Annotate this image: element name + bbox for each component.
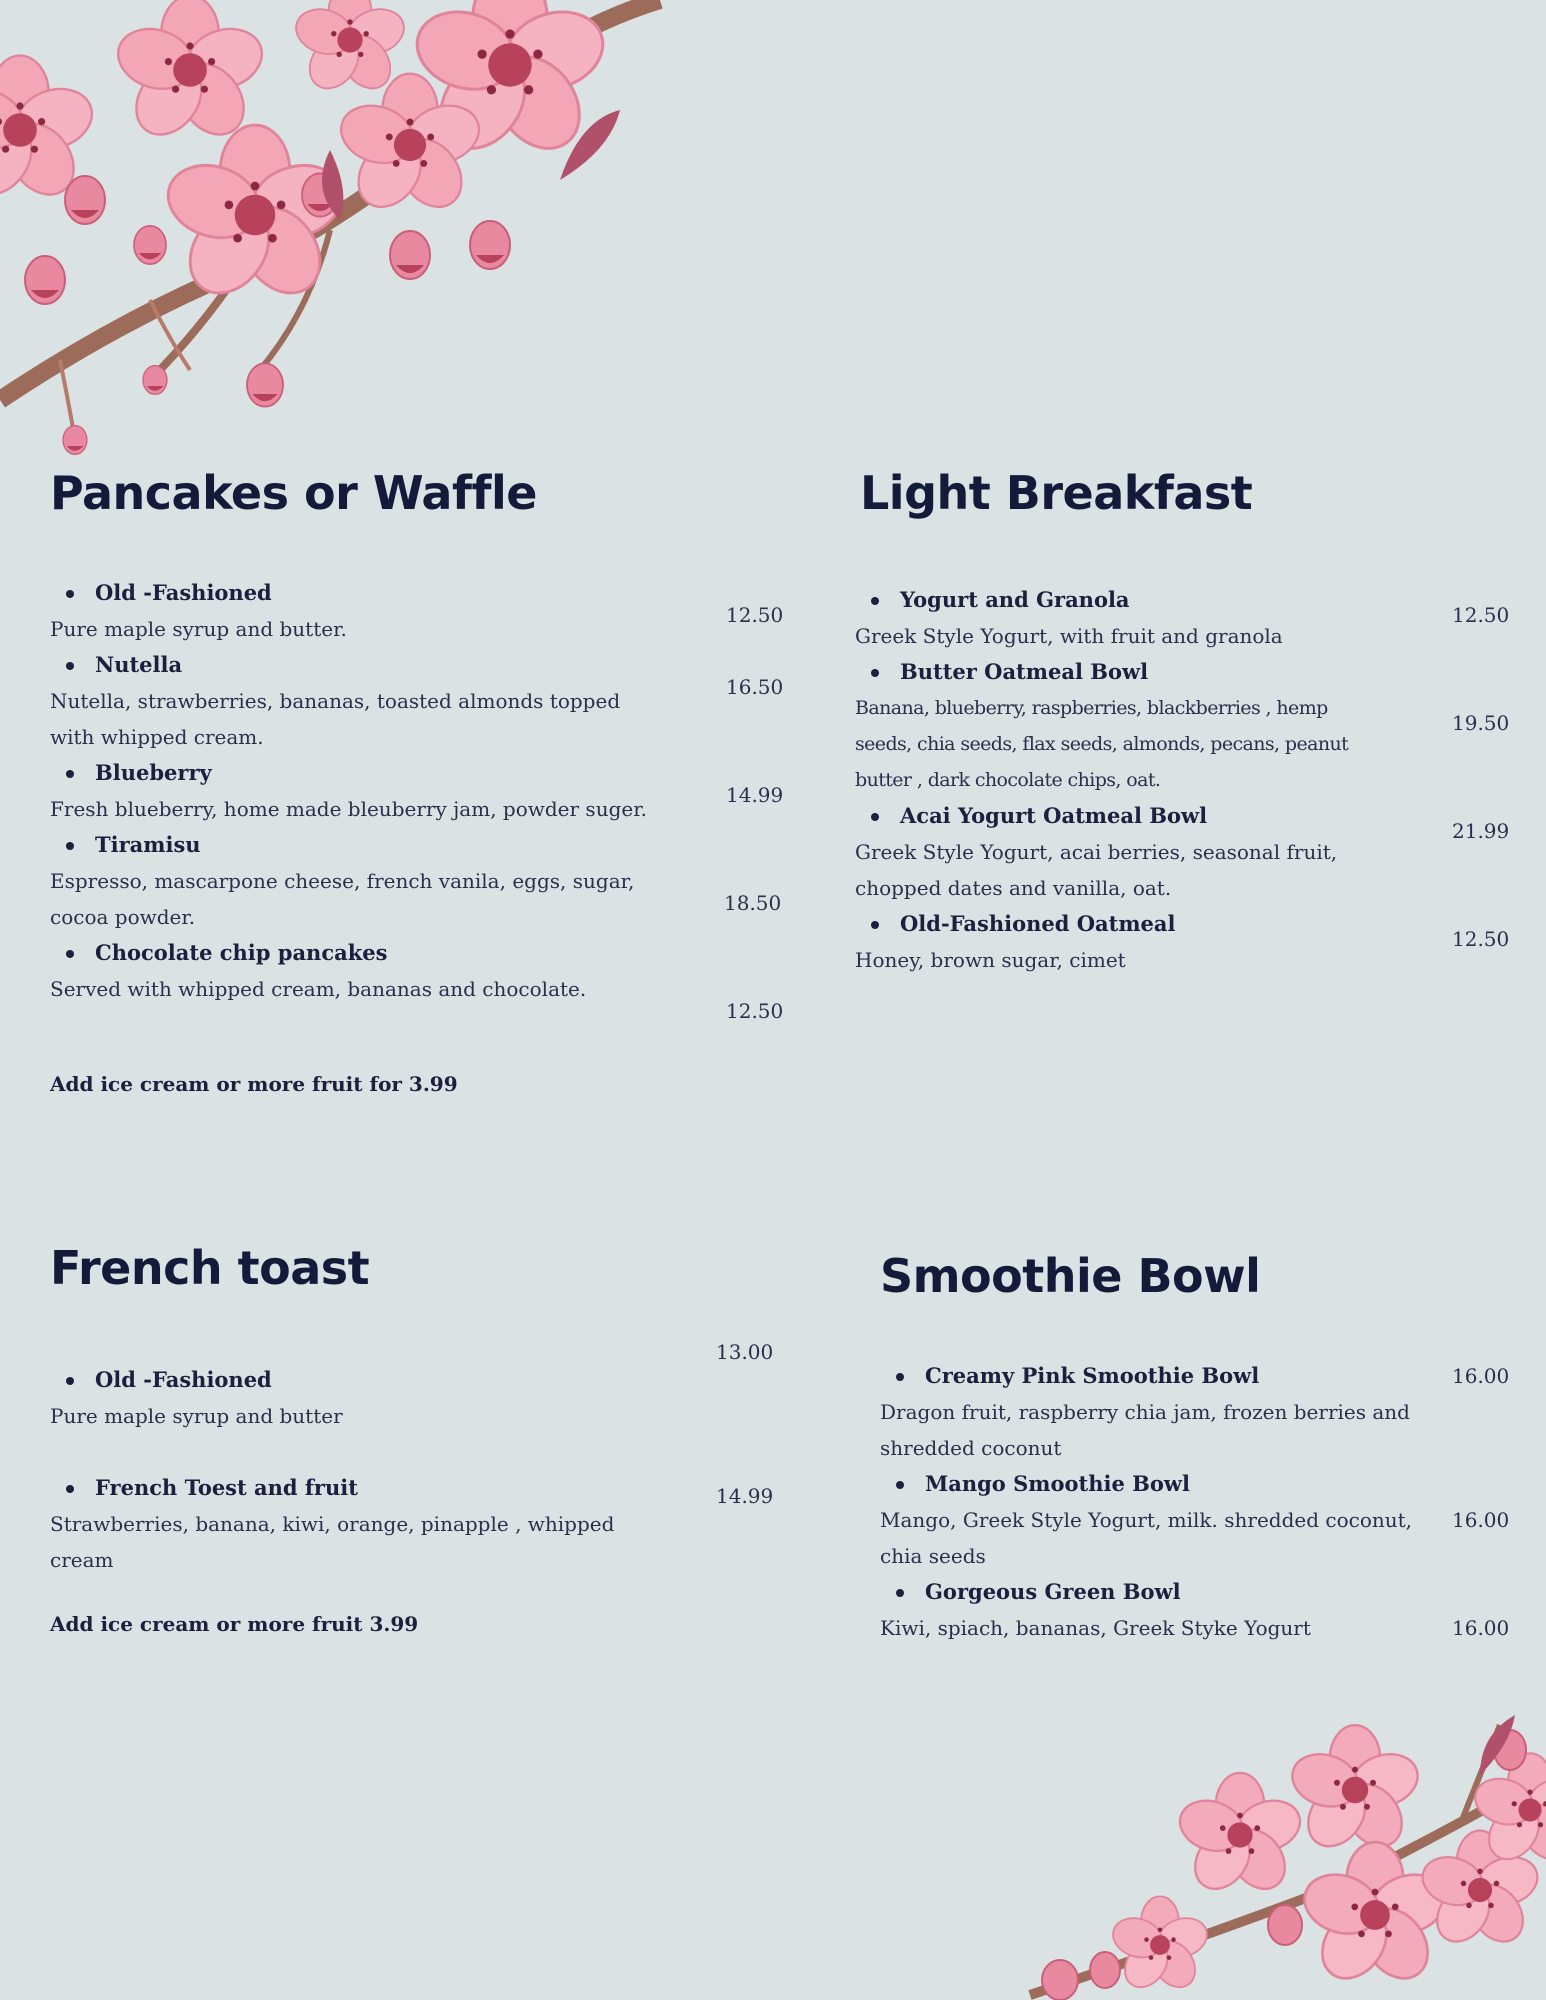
menu-item-name: Mango Smoothie Bowl	[880, 1466, 1420, 1502]
menu-item-name: Creamy Pink Smoothie Bowl	[880, 1358, 1420, 1394]
section-title: Smoothie Bowl	[880, 1249, 1261, 1303]
menu-item-description: Greek Style Yogurt, with fruit and granola	[855, 624, 1283, 648]
menu-item-name: Old -Fashioned	[50, 575, 650, 611]
add-on-note: Add ice cream or more fruit for 3.99	[50, 1072, 458, 1096]
menu-item-price: 12.50	[726, 603, 784, 627]
section-french-toast	[50, 1241, 795, 1665]
menu-item-description: Greek Style Yogurt, acai berries, seasonal fruit, chopped dates and vanilla, oat.	[855, 840, 1338, 900]
menu-item-description: Fresh blueberry, home made bleuberry jam, powder suger.	[50, 797, 647, 821]
add-on-note: Add ice cream or more fruit 3.99	[50, 1612, 419, 1636]
menu-item-price: 16.00	[1452, 1508, 1510, 1532]
section-title: Light Breakfast	[860, 466, 1253, 520]
menu-item-description: Pure maple syrup and butter	[50, 1404, 343, 1428]
menu-item-price: 14.99	[726, 783, 784, 807]
section-light-breakfast	[855, 466, 1515, 1010]
section-title: Pancakes or Waffle	[50, 466, 537, 520]
section-smoothie-bowl	[880, 1249, 1515, 1673]
menu-item-name: Old-Fashioned Oatmeal	[855, 906, 1375, 942]
menu-item-price: 16.00	[1452, 1364, 1510, 1388]
menu-item-name: Blueberry	[50, 755, 650, 791]
menu-item-name: Tiramisu	[50, 827, 650, 863]
menu-item-price: 16.00	[1452, 1616, 1510, 1640]
section-title: French toast	[50, 1241, 370, 1295]
menu-item-description: Kiwi, spiach, bananas, Greek Styke Yogurt	[880, 1616, 1311, 1640]
menu-item-price: 16.50	[726, 675, 784, 699]
menu-item-price: 19.50	[1452, 711, 1510, 735]
menu-item-description: Banana, blueberry, raspberries, blackberries , hemp seeds, chia seeds, flax seeds, almonds, pecans, peanut butter , dark chocolate chips, oat.	[855, 697, 1349, 791]
menu-item-description: Pure maple syrup and butter.	[50, 617, 347, 641]
menu-item-name: Old -Fashioned	[50, 1362, 670, 1398]
menu-item-name: Acai Yogurt Oatmeal Bowl	[855, 798, 1375, 834]
menu-item-name: Chocolate chip pancakes	[50, 935, 650, 971]
menu-item-description: Nutella, strawberries, bananas, toasted almonds topped with whipped cream.	[50, 689, 621, 749]
menu-item-price: 14.99	[716, 1484, 774, 1508]
menu-item-name: Gorgeous Green Bowl	[880, 1574, 1420, 1610]
menu-item-price: 12.50	[1452, 927, 1510, 951]
menu-item-description: Served with whipped cream, bananas and chocolate.	[50, 977, 587, 1001]
menu-item-price: 21.99	[1452, 819, 1510, 843]
menu-item-description: Honey, brown sugar, cimet	[855, 948, 1126, 972]
menu-item-name: Yogurt and Granola	[855, 582, 1375, 618]
menu-item-name: French Toest and fruit	[50, 1470, 670, 1506]
menu-item-description: Mango, Greek Style Yogurt, milk. shredded coconut, chia seeds	[880, 1508, 1413, 1568]
menu-item-description: Strawberries, banana, kiwi, orange, pinapple , whipped cream	[50, 1512, 615, 1572]
menu-item-description: Dragon fruit, raspberry chia jam, frozen berries and shredded coconut	[880, 1400, 1410, 1460]
menu-item-name: Nutella	[50, 647, 650, 683]
cherry-blossom-top-decoration	[0, 0, 680, 470]
section-pancakes-or-waffle	[50, 466, 795, 1120]
menu-item-price: 18.50	[724, 891, 782, 915]
menu-item-price: 12.50	[1452, 603, 1510, 627]
menu-item-price: 13.00	[716, 1340, 774, 1364]
menu-item-name: Butter Oatmeal Bowl	[855, 654, 1375, 690]
menu-item-description: Espresso, mascarpone cheese, french vanila, eggs, sugar, cocoa powder.	[50, 869, 635, 929]
cherry-blossom-bottom-decoration	[1010, 1715, 1546, 2000]
menu-item-price: 12.50	[726, 999, 784, 1023]
